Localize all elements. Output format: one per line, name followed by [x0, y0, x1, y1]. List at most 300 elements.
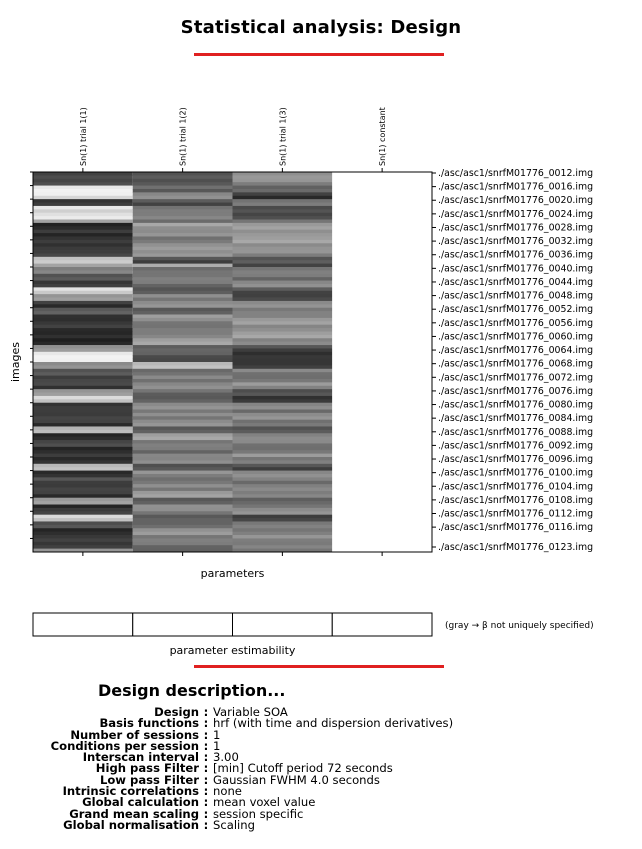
heatmap-cell — [332, 477, 432, 481]
heatmap-cell — [332, 538, 432, 542]
heatmap-cell — [233, 172, 333, 176]
heatmap-cell — [33, 410, 133, 414]
heatmap-cell — [133, 396, 233, 400]
heatmap-cell — [133, 264, 233, 268]
heatmap-cell — [332, 454, 432, 458]
heatmap-cell — [233, 426, 333, 430]
heatmap-cell — [33, 270, 133, 274]
heatmap-cell — [233, 247, 333, 251]
row-label: ./asc/asc1/snrfM01776_0016.img — [438, 181, 594, 193]
heatmap-cell — [133, 287, 233, 291]
row-label: ./asc/asc1/snrfM01776_0096.img — [438, 454, 594, 466]
heatmap-cell — [33, 230, 133, 234]
heatmap-cell — [233, 410, 333, 414]
column-label: Sn(1) trial 1(1) — [78, 107, 88, 166]
heatmap-cell — [133, 203, 233, 207]
heatmap-cell — [33, 521, 133, 525]
heatmap-cell — [332, 376, 432, 380]
heatmap-cell — [33, 525, 133, 529]
heatmap-cell — [33, 481, 133, 485]
heatmap-cell — [33, 528, 133, 532]
heatmap-cell — [233, 430, 333, 434]
heatmap-cell — [133, 457, 233, 461]
heatmap-cell — [133, 220, 233, 224]
heatmap-cell — [33, 518, 133, 522]
heatmap-cell — [233, 182, 333, 186]
heatmap-cell — [133, 481, 233, 485]
heatmap-cell — [133, 426, 233, 430]
row-label: ./asc/asc1/snrfM01776_0116.img — [438, 522, 594, 534]
heatmap-cell — [133, 359, 233, 363]
heatmap-cell — [233, 521, 333, 525]
heatmap-cell — [332, 196, 432, 200]
heatmap-cell — [133, 389, 233, 393]
heatmap-cell — [233, 467, 333, 471]
heatmap-cell — [133, 416, 233, 420]
heatmap-cell — [233, 532, 333, 536]
heatmap-cell — [33, 467, 133, 471]
heatmap-cell — [332, 525, 432, 529]
heatmap-cell — [233, 474, 333, 478]
heatmap-cell — [133, 284, 233, 288]
heatmap-cell — [332, 474, 432, 478]
heatmap-cell — [233, 311, 333, 315]
heatmap-cell — [133, 518, 233, 522]
heatmap-cell — [233, 464, 333, 468]
heatmap-cell — [33, 511, 133, 515]
heatmap-cell — [332, 216, 432, 220]
heatmap-cell — [332, 281, 432, 285]
design-description-heading: Design description... — [98, 681, 286, 700]
heatmap-cell — [233, 471, 333, 475]
heatmap-cell — [233, 175, 333, 179]
heatmap-cell — [33, 416, 133, 420]
heatmap-cell — [33, 538, 133, 542]
heatmap-cell — [33, 318, 133, 322]
description-separator: : — [203, 761, 209, 776]
heatmap-cell — [332, 498, 432, 502]
heatmap-cell — [332, 179, 432, 183]
heatmap-cell — [332, 247, 432, 251]
heatmap-cell — [233, 342, 333, 346]
heatmap-cell — [332, 372, 432, 376]
heatmap-cell — [332, 182, 432, 186]
heatmap-cell — [33, 494, 133, 498]
heatmap-cell — [233, 243, 333, 247]
heatmap-cell — [133, 253, 233, 257]
description-key: Intrinsic correlations — [62, 784, 199, 799]
heatmap-cell — [33, 213, 133, 217]
heatmap-cell — [332, 460, 432, 464]
heatmap-cell — [233, 403, 333, 407]
heatmap-cell — [233, 355, 333, 359]
heatmap-cell — [133, 460, 233, 464]
heatmap-cell — [33, 471, 133, 475]
estimability-note: (gray → β not uniquely specified) — [445, 621, 594, 631]
heatmap-cell — [332, 287, 432, 291]
heatmap-cell — [133, 352, 233, 356]
heatmap-cell — [133, 467, 233, 471]
heatmap-cell — [33, 420, 133, 424]
description-value: Scaling — [213, 817, 255, 832]
heatmap-cell — [332, 348, 432, 352]
row-label: ./asc/asc1/snrfM01776_0076.img — [438, 385, 594, 397]
heatmap-cell — [233, 423, 333, 427]
heatmap-cell — [133, 413, 233, 417]
heatmap-cell — [33, 274, 133, 278]
heatmap-cell — [332, 501, 432, 505]
heatmap-cell — [33, 498, 133, 502]
heatmap-cell — [33, 535, 133, 539]
heatmap-cell — [233, 220, 333, 224]
heatmap-cell — [33, 437, 133, 441]
heatmap-cell — [233, 216, 333, 220]
heatmap-cell — [233, 362, 333, 366]
heatmap-cell — [233, 226, 333, 230]
heatmap-cell — [332, 223, 432, 227]
heatmap-cell — [33, 291, 133, 295]
heatmap-cell — [332, 308, 432, 312]
heatmap-cell — [133, 206, 233, 210]
heatmap-cell — [33, 172, 133, 176]
heatmap-cell — [233, 433, 333, 437]
heatmap-cell — [332, 270, 432, 274]
heatmap-cell — [133, 331, 233, 335]
heatmap-cell — [133, 491, 233, 495]
heatmap-cell — [33, 457, 133, 461]
row-label: ./asc/asc1/snrfM01776_0028.img — [438, 222, 594, 234]
heatmap-cell — [233, 481, 333, 485]
heatmap-cell — [33, 542, 133, 546]
heatmap-cell — [33, 325, 133, 329]
heatmap-cell — [233, 359, 333, 363]
heatmap-cell — [233, 301, 333, 305]
heatmap-cell — [233, 179, 333, 183]
description-key: Number of sessions — [70, 727, 199, 742]
heatmap-cell — [332, 426, 432, 430]
heatmap-cell — [233, 338, 333, 342]
heatmap-cell — [233, 515, 333, 519]
heatmap-cell — [133, 301, 233, 305]
heatmap-cell — [332, 518, 432, 522]
heatmap-cell — [133, 230, 233, 234]
heatmap-cell — [332, 352, 432, 356]
heatmap-cell — [332, 396, 432, 400]
heatmap-cell — [233, 379, 333, 383]
heatmap-cell — [332, 437, 432, 441]
heatmap-cell — [233, 291, 333, 295]
heatmap-cell — [33, 477, 133, 481]
heatmap-cell — [332, 521, 432, 525]
heatmap-cell — [133, 498, 233, 502]
heatmap-cell — [332, 355, 432, 359]
heatmap-cell — [133, 494, 233, 498]
heatmap-cell — [233, 321, 333, 325]
heatmap-cell — [332, 403, 432, 407]
heatmap-cell — [233, 274, 333, 278]
estimability-cell — [332, 613, 432, 636]
heatmap-cell — [133, 250, 233, 254]
heatmap-cell — [332, 318, 432, 322]
heatmap-cell — [33, 223, 133, 227]
row-label: ./asc/asc1/snrfM01776_0048.img — [438, 290, 594, 302]
row-label: ./asc/asc1/snrfM01776_0088.img — [438, 426, 594, 438]
heatmap-cell — [233, 206, 333, 210]
heatmap-cell — [33, 426, 133, 430]
row-label: ./asc/asc1/snrfM01776_0012.img — [438, 168, 594, 179]
heatmap-cell — [33, 460, 133, 464]
heatmap-cell — [33, 179, 133, 183]
heatmap-cell — [233, 443, 333, 447]
heatmap-cell — [332, 382, 432, 386]
design-description-table — [14, 707, 453, 831]
heatmap-cell — [133, 338, 233, 342]
heatmap-cell — [33, 389, 133, 393]
heatmap-cell — [33, 243, 133, 247]
heatmap-cell — [133, 454, 233, 458]
heatmap-cell — [332, 311, 432, 315]
heatmap-cell — [233, 189, 333, 193]
heatmap-cell — [332, 315, 432, 319]
heatmap-cell — [233, 240, 333, 244]
heatmap-cell — [33, 372, 133, 376]
heatmap-cell — [233, 284, 333, 288]
column-label: Sn(1) trial 1(3) — [278, 107, 288, 166]
heatmap-cell — [233, 518, 333, 522]
heatmap-cell — [33, 284, 133, 288]
heatmap-cell — [332, 535, 432, 539]
heatmap-cell — [33, 216, 133, 220]
heatmap-cell — [33, 338, 133, 342]
description-separator: : — [203, 795, 209, 810]
description-key: Conditions per session — [50, 738, 199, 753]
heatmap-cell — [233, 298, 333, 302]
description-key: Design — [154, 705, 199, 719]
heatmap-cell — [233, 264, 333, 268]
heatmap-cell — [332, 240, 432, 244]
heatmap-cell — [332, 253, 432, 257]
heatmap-cell — [233, 406, 333, 410]
row-label: ./asc/asc1/snrfM01776_0052.img — [438, 304, 594, 316]
heatmap-cell — [332, 389, 432, 393]
heatmap-cell — [33, 508, 133, 512]
description-value: hrf (with time and dispersion derivatives) — [213, 716, 454, 731]
description-key: Low pass Filter — [99, 772, 199, 787]
heatmap-cell — [33, 505, 133, 509]
heatmap-cell — [233, 382, 333, 386]
description-separator: : — [203, 705, 209, 719]
heatmap-cell — [233, 386, 333, 390]
heatmap-cell — [33, 365, 133, 369]
heatmap-cell — [133, 443, 233, 447]
heatmap-cell — [233, 365, 333, 369]
heatmap-cell — [33, 264, 133, 268]
heatmap-cell — [133, 294, 233, 298]
heatmap-cell — [233, 186, 333, 190]
heatmap-cell — [233, 325, 333, 329]
heatmap-cell — [332, 386, 432, 390]
heatmap-cell — [133, 488, 233, 492]
heatmap-cell — [332, 236, 432, 240]
heatmap-cell — [133, 291, 233, 295]
heatmap-cell — [332, 206, 432, 210]
heatmap-cell — [133, 515, 233, 519]
heatmap-cell — [332, 481, 432, 485]
heatmap-cell — [332, 192, 432, 196]
heatmap-cell — [133, 430, 233, 434]
heatmap-cell — [233, 369, 333, 373]
heatmap-cell — [33, 189, 133, 193]
heatmap-cell — [133, 179, 233, 183]
heatmap-cell — [133, 437, 233, 441]
heatmap-cell — [133, 423, 233, 427]
heatmap-cell — [133, 243, 233, 247]
heatmap-cell — [233, 389, 333, 393]
heatmap-cell — [133, 538, 233, 542]
heatmap-cell — [233, 538, 333, 542]
heatmap-cell — [332, 505, 432, 509]
heatmap-cell — [233, 545, 333, 549]
heatmap-cell — [133, 175, 233, 179]
heatmap-cell — [332, 243, 432, 247]
heatmap-cell — [233, 196, 333, 200]
heatmap-cell — [233, 345, 333, 349]
row-label: ./asc/asc1/snrfM01776_0064.img — [438, 345, 594, 357]
heatmap-cell — [33, 399, 133, 403]
description-separator: : — [203, 784, 209, 799]
heatmap-cell — [233, 253, 333, 257]
heatmap-cell — [133, 382, 233, 386]
heatmap-cell — [133, 304, 233, 308]
heatmap-cell — [133, 508, 233, 512]
y-axis-label: images — [9, 342, 22, 382]
heatmap-cell — [332, 267, 432, 271]
row-label: ./asc/asc1/snrfM01776_0068.img — [438, 358, 594, 370]
heatmap-cell — [233, 393, 333, 397]
heatmap-cell — [233, 454, 333, 458]
heatmap-cell — [33, 342, 133, 346]
heatmap-cell — [33, 220, 133, 224]
heatmap-cell — [332, 220, 432, 224]
heatmap-cell — [332, 433, 432, 437]
column-label: Sn(1) trial 1(2) — [178, 107, 188, 166]
heatmap-cell — [332, 331, 432, 335]
heatmap-cell — [133, 348, 233, 352]
description-key: Global normalisation — [63, 817, 199, 832]
heatmap-cell — [133, 257, 233, 261]
heatmap-cell — [133, 447, 233, 451]
heatmap-cell — [133, 267, 233, 271]
heatmap-cell — [133, 433, 233, 437]
heatmap-cell — [233, 511, 333, 515]
heatmap-cell — [233, 348, 333, 352]
heatmap-cell — [233, 209, 333, 213]
description-row — [14, 817, 453, 832]
heatmap-cell — [133, 501, 233, 505]
heatmap-cell — [133, 410, 233, 414]
heatmap-cell — [133, 484, 233, 488]
heatmap-cell — [133, 403, 233, 407]
heatmap-cell — [332, 230, 432, 234]
heatmap-cell — [332, 301, 432, 305]
heatmap-cell — [33, 192, 133, 196]
heatmap-cell — [332, 325, 432, 329]
heatmap-cell — [33, 253, 133, 257]
heatmap-cell — [133, 226, 233, 230]
heatmap-cell — [33, 501, 133, 505]
heatmap-cell — [33, 474, 133, 478]
heatmap-cell — [332, 186, 432, 190]
heatmap-cell — [133, 213, 233, 217]
heatmap-cell — [332, 260, 432, 264]
heatmap-cell — [133, 318, 233, 322]
heatmap-cell — [133, 236, 233, 240]
heatmap-cell — [33, 376, 133, 380]
heatmap-cell — [133, 182, 233, 186]
row-label: ./asc/asc1/snrfM01776_0123.img — [438, 542, 594, 553]
heatmap-cell — [233, 488, 333, 492]
estimability-label: parameter estimability — [169, 644, 296, 657]
heatmap-cell — [133, 315, 233, 319]
heatmap-cell — [233, 437, 333, 441]
heatmap-cell — [233, 399, 333, 403]
description-key: Global calculation — [82, 795, 199, 810]
heatmap-cell — [33, 335, 133, 339]
heatmap-cell — [33, 311, 133, 315]
heatmap-cell — [33, 382, 133, 386]
heatmap-cell — [33, 450, 133, 454]
heatmap-cell — [33, 281, 133, 285]
heatmap-cell — [233, 335, 333, 339]
heatmap-cell — [33, 430, 133, 434]
heatmap-cell — [233, 277, 333, 281]
description-separator: : — [203, 716, 209, 731]
heatmap-cell — [33, 199, 133, 203]
heatmap-cell — [133, 542, 233, 546]
heatmap-cell — [332, 342, 432, 346]
heatmap-cell — [233, 294, 333, 298]
heatmap-cell — [332, 430, 432, 434]
heatmap-cell — [233, 501, 333, 505]
section-divider — [194, 665, 444, 668]
estimability-cell — [233, 613, 333, 636]
heatmap-cell — [332, 257, 432, 261]
heatmap-cell — [133, 308, 233, 312]
heatmap-cell — [233, 257, 333, 261]
heatmap-cell — [33, 352, 133, 356]
description-value: Gaussian FWHM 4.0 seconds — [213, 772, 380, 787]
heatmap-cell — [233, 203, 333, 207]
heatmap-cell — [33, 196, 133, 200]
description-value: 1 — [213, 738, 221, 753]
description-separator: : — [203, 817, 209, 832]
row-label: ./asc/asc1/snrfM01776_0112.img — [438, 508, 594, 520]
heatmap-cell — [233, 223, 333, 227]
heatmap-cell — [233, 315, 333, 319]
heatmap-cell — [133, 365, 233, 369]
heatmap-cell — [33, 440, 133, 444]
heatmap-cell — [332, 213, 432, 217]
heatmap-cell — [133, 535, 233, 539]
heatmap-cell — [133, 471, 233, 475]
heatmap-cell — [233, 199, 333, 203]
heatmap-cell — [332, 328, 432, 332]
heatmap-cell — [33, 396, 133, 400]
description-key: Grand mean scaling — [69, 806, 199, 821]
description-value: Variable SOA — [213, 705, 288, 719]
heatmap-cell — [233, 318, 333, 322]
heatmap-cell — [332, 484, 432, 488]
